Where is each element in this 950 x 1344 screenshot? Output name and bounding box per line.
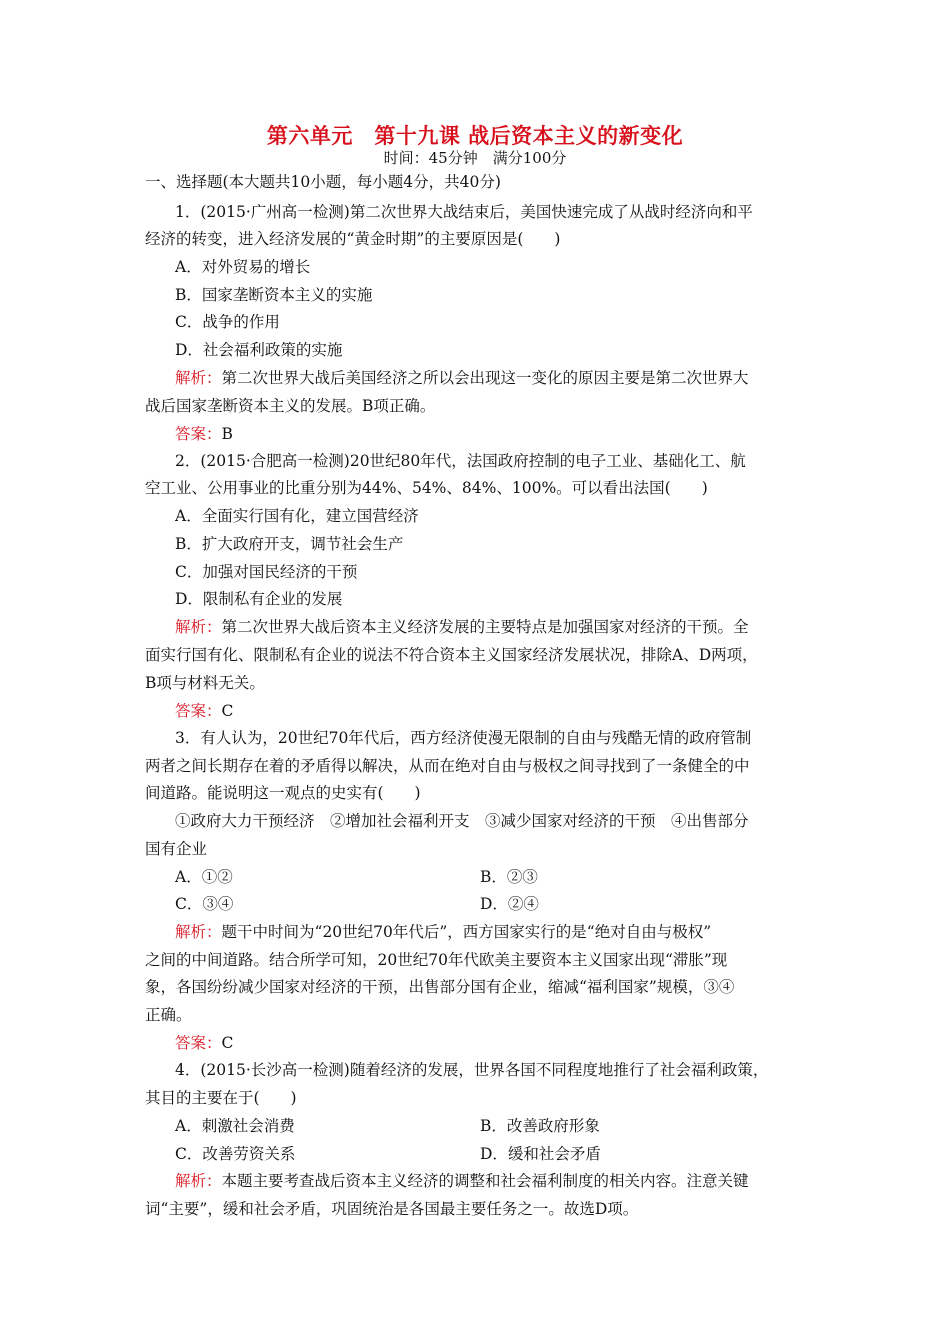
q1-analysis-line-1 bbox=[175, 368, 815, 388]
analysis-label: 解析： bbox=[175, 618, 222, 636]
q3-analysis-line-2: 之间的中间道路。结合所学可知，20世纪70年代欧美主要资本主义国家出现“滞胀”现 bbox=[145, 951, 728, 969]
q1-option-b: B．国家垄断资本主义的实施 bbox=[175, 286, 373, 304]
time-score-info: 时间：45分钟 满分100分 bbox=[383, 149, 567, 167]
q3-analysis-line-3: 象，各国纷纷减少国家对经济的干预，出售部分国有企业，缩减“福利国家”规模，③④ bbox=[145, 978, 735, 996]
analysis-label: 解析： bbox=[175, 1172, 222, 1190]
analysis-text: 题干中时间为“20世纪70年代后”，西方国家实行的是“绝对自由与极权” bbox=[221, 923, 712, 941]
q2-analysis-line-2: 面实行国有化、限制私有企业的说法不符合资本主义国家经济发展状况，排除A、D两项， bbox=[145, 646, 758, 664]
q2-stem-line-2: 空工业、公用事业的比重分别为44%、54%、84%、100%。可以看出法国( ) bbox=[145, 479, 708, 497]
q1-option-a: A．对外贸易的增长 bbox=[175, 258, 311, 276]
q4-option-d: D．缓和社会矛盾 bbox=[480, 1145, 601, 1163]
q3-analysis-line-4: 正确。 bbox=[145, 1006, 192, 1024]
q1-option-d: D．社会福利政策的实施 bbox=[175, 341, 343, 359]
analysis-label: 解析： bbox=[175, 369, 222, 387]
q2-analysis-line-1 bbox=[175, 617, 815, 637]
answer-value: C bbox=[221, 1034, 234, 1052]
q4-option-c: C．改善劳资关系 bbox=[175, 1145, 296, 1163]
answer-label: 答案： bbox=[175, 702, 222, 720]
answer-value: B bbox=[221, 425, 233, 443]
q2-option-b: B．扩大政府开支，调节社会生产 bbox=[175, 535, 404, 553]
q2-stem-line-1: 2．(2015·合肥高一检测)20世纪80年代，法国政府控制的电子工业、基础化工、航 bbox=[175, 452, 746, 470]
answer-label: 答案： bbox=[175, 425, 222, 443]
q2-option-a: A．全面实行国有化，建立国营经济 bbox=[175, 507, 419, 525]
q4-analysis-line-1 bbox=[175, 1171, 815, 1191]
q4-stem-line-1: 4．(2015·长沙高一检测)随着经济的发展，世界各国不同程度地推行了社会福利政策， bbox=[175, 1061, 769, 1079]
document-title: 第六单元 第十九课 战后资本主义的新变化 bbox=[266, 123, 684, 148]
q3-option-a: A．①② bbox=[175, 868, 233, 886]
q4-option-b: B．改善政府形象 bbox=[480, 1117, 600, 1135]
q4-stem-line-2: 其目的主要在于( ) bbox=[145, 1089, 297, 1107]
answer-value: C bbox=[221, 702, 234, 720]
q2-option-d: D．限制私有企业的发展 bbox=[175, 590, 343, 608]
q3-option-c: C．③④ bbox=[175, 895, 234, 913]
q3-stem-line-2: 两者之间长期存在着的矛盾得以解决，从而在绝对自由与极权之间寻找到了一条健全的中 bbox=[145, 757, 750, 775]
q3-option-b: B．②③ bbox=[480, 868, 538, 886]
q4-option-a: A．刺激社会消费 bbox=[175, 1117, 295, 1135]
analysis-text: 本题主要考查战后资本主义经济的调整和社会福利制度的相关内容。注意关键 bbox=[221, 1172, 749, 1190]
q2-option-c: C．加强对国民经济的干预 bbox=[175, 563, 358, 581]
q1-analysis-line-2: 战后国家垄断资本主义的发展。B项正确。 bbox=[145, 397, 436, 415]
q3-stem-line-1: 3．有人认为，20世纪70年代后，西方经济使漫无限制的自由与残酷无情的政府管制 bbox=[175, 729, 752, 747]
q3-items-line-1: ①政府大力干预经济 ②增加社会福利开支 ③减少国家对经济的干预 ④出售部分 bbox=[175, 812, 749, 830]
analysis-label: 解析： bbox=[175, 923, 222, 941]
q3-items-line-2: 国有企业 bbox=[145, 840, 208, 858]
q3-answer bbox=[175, 1033, 815, 1053]
q1-stem-line-1: 1．(2015·广州高一检测)第二次世界大战结束后，美国快速完成了从战时经济向和平 bbox=[175, 203, 753, 221]
q1-option-c: C．战争的作用 bbox=[175, 313, 280, 331]
q1-stem-line-2: 经济的转变，进入经济发展的“黄金时期”的主要原因是( ) bbox=[145, 230, 561, 248]
section-heading: 一、选择题(本大题共10小题，每小题4分，共40分) bbox=[145, 173, 501, 191]
q3-option-d: D．②④ bbox=[480, 895, 539, 913]
q2-analysis-line-3: B项与材料无关。 bbox=[145, 674, 265, 692]
q2-answer bbox=[175, 701, 815, 721]
answer-label: 答案： bbox=[175, 1034, 222, 1052]
q3-analysis-line-1 bbox=[175, 922, 815, 942]
q4-analysis-line-2: 词“主要”，缓和社会矛盾，巩固统治是各国最主要任务之一。故选D项。 bbox=[145, 1200, 639, 1218]
analysis-text: 第二次世界大战后资本主义经济发展的主要特点是加强国家对经济的干预。全 bbox=[221, 618, 749, 636]
analysis-text: 第二次世界大战后美国经济之所以会出现这一变化的原因主要是第二次世界大 bbox=[221, 369, 749, 387]
q3-stem-line-3: 间道路。能说明这一观点的史实有( ) bbox=[145, 784, 421, 802]
q1-answer bbox=[175, 424, 815, 444]
